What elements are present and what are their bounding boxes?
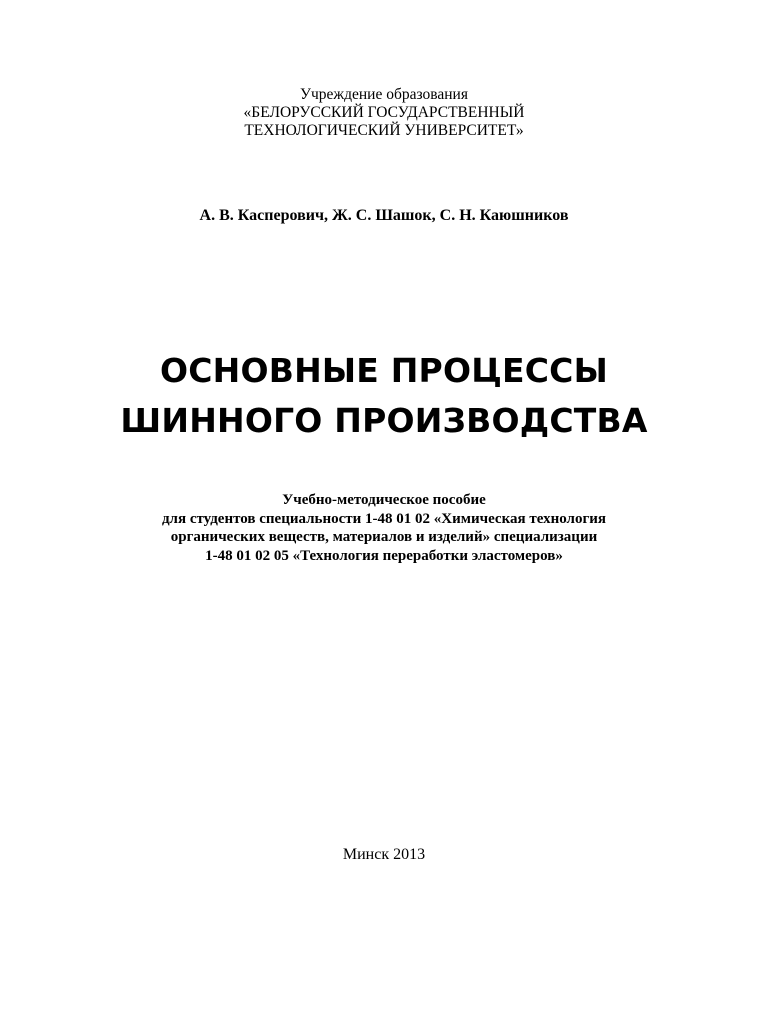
subtitle-line2: для студентов специальности 1-48 01 02 «Химическая технология (161, 510, 607, 527)
title-line1: ОСНОВНЫЕ ПРОЦЕССЫ (160, 351, 608, 390)
imprint-city-year: Минск 2013 (342, 846, 426, 863)
subtitle-line4: 1-48 01 02 05 «Технология переработки эластомеров» (205, 547, 563, 564)
authors: А. В. Касперович, Ж. С. Шашок, С. Н. Каюшников (199, 207, 569, 224)
institution-name-line2: ТЕХНОЛОГИЧЕСКИЙ УНИВЕРСИТЕТ» (244, 122, 524, 139)
title-line2: ШИННОГО ПРОИЗВОДСТВА (120, 401, 648, 440)
institution-name-line1: «БЕЛОРУССКИЙ ГОСУДАРСТВЕННЫЙ (243, 104, 525, 121)
institution-type: Учреждение образования (300, 86, 468, 103)
subtitle-line3: органических веществ, материалов и изделий» специализации (170, 529, 598, 545)
document-subtitle (0, 491, 768, 565)
subtitle-line1: Учебно-методическое пособие (282, 492, 486, 508)
document-title (0, 346, 768, 446)
institution-header (0, 86, 768, 140)
